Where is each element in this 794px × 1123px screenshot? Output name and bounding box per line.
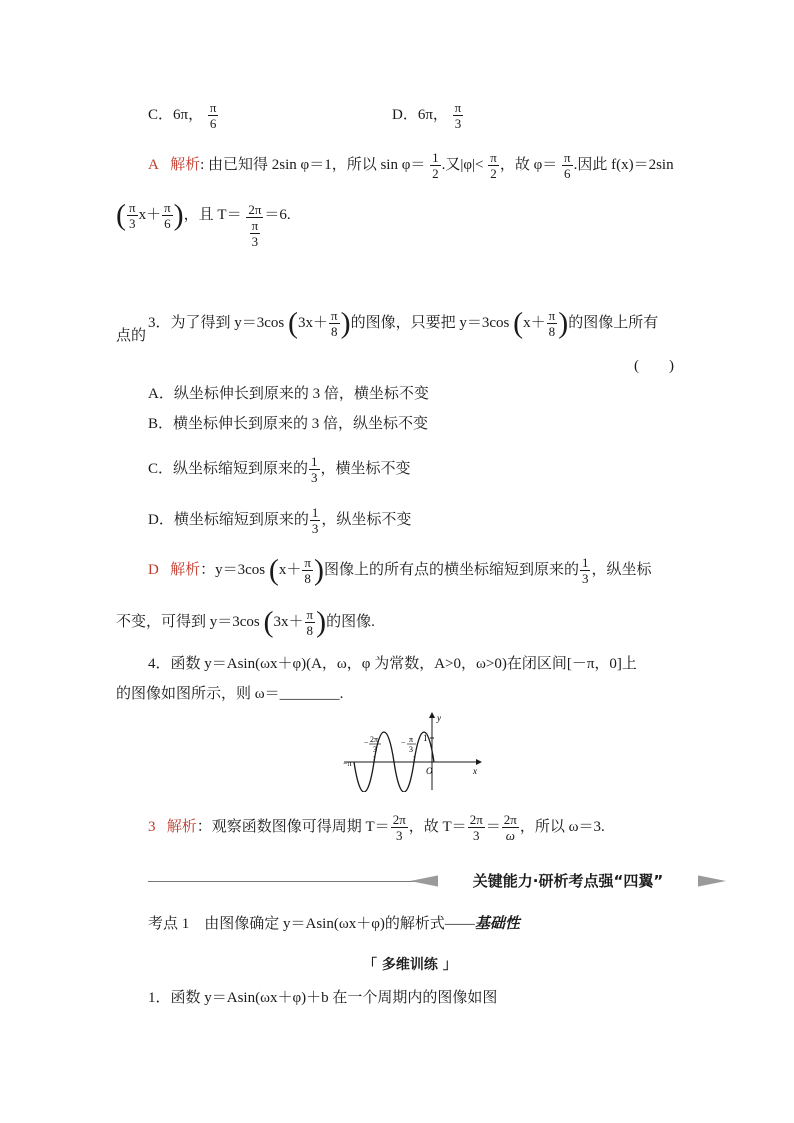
text: ＝6. [264, 206, 291, 223]
paren-left: ( [263, 605, 274, 639]
paren-left: ( [288, 306, 298, 340]
text: 的图像上所有 [568, 314, 659, 331]
label-b-sign: − [401, 738, 406, 747]
fraction: $\frac{\pi}{3}$ [129, 200, 136, 231]
analysis-tag: 解析 [166, 818, 197, 835]
banner-wing-left-icon [410, 875, 440, 887]
text: 的图像. [326, 613, 375, 630]
label-origin: O [426, 766, 433, 776]
text: x＋ [523, 314, 546, 331]
paren-right: ) [316, 605, 327, 639]
text: ：y＝3cos [200, 561, 266, 578]
text: 不变，可得到 y＝3cos [116, 613, 260, 630]
q3-option-d [148, 505, 411, 536]
fraction: $\frac{1}{3}$ [311, 505, 319, 536]
paren-left: ( [513, 306, 524, 340]
label-one: 1 [423, 733, 428, 743]
analysis-tag: 解析 [170, 561, 201, 578]
option-c-text: C．6π， [148, 106, 204, 123]
answer-q2-line2 [116, 200, 291, 249]
multi-training-label: 「 多维训练 」 [363, 957, 457, 973]
q3-option-c [148, 454, 411, 485]
fraction: $\frac{\pi}{6}$ [164, 200, 171, 231]
answer-q3-line2 [116, 607, 375, 638]
banner-title: 关键能力·研析考点强“四翼” [438, 870, 698, 892]
answer-letter: D [148, 561, 159, 578]
fraction: $\frac{1}{2}$ [432, 150, 439, 181]
kaodian-label: 考点 1 [148, 916, 190, 932]
paren-right: ) [313, 553, 324, 587]
label-a-den: 3 [373, 745, 377, 754]
paren-left: ( [268, 553, 279, 587]
q3-option-a: A．纵坐标伸长到原来的 3 倍，横坐标不变 [148, 386, 429, 402]
text: ，故 φ＝ [499, 156, 558, 173]
text: 3x＋ [298, 314, 329, 331]
text: ，横坐标不变 [320, 460, 411, 477]
answer-q4-line1 [148, 812, 605, 843]
answer-letter: A [148, 156, 159, 173]
kaodian-text: 由图像确定 y＝Asin(ωx＋φ)的解析式—— [204, 916, 475, 932]
text: : 由已知得 2sin [200, 156, 301, 173]
label-x: x [473, 766, 477, 776]
text: 的图像，只要把 y＝3cos [350, 314, 510, 331]
option-c [148, 100, 219, 131]
label-b-den: 3 [409, 745, 413, 754]
option-c-fraction: $\frac{\pi}{6}$ [209, 100, 217, 131]
text: ，纵坐标不变 [321, 511, 412, 528]
text: .又|φ|< [441, 156, 484, 173]
fraction: $\frac{2\pi}{3}$ [469, 812, 483, 843]
label-y: y [437, 713, 441, 723]
text: ：观察函数图像可得周期 T＝ [196, 818, 390, 835]
text: .因此 f(x)＝2sin [573, 156, 674, 173]
text: ，所以 ω＝3. [519, 818, 605, 835]
fraction: $\frac{2\pi}{\omega}$ [503, 812, 517, 843]
option-d [392, 100, 464, 131]
fraction: $\frac{1}{3}$ [581, 555, 589, 586]
fraction: $\frac{2\pi}{3}$ [392, 812, 406, 843]
q4-line2: 的图像如图所示，则 ω＝________. [116, 686, 344, 702]
training-item-1: 1．函数 y＝Asin(ωx＋φ)＋b 在一个周期内的图像如图 [148, 990, 498, 1006]
sine-graph [342, 712, 482, 792]
paren-right: ) [173, 198, 184, 232]
x-axis-arrow-icon [476, 759, 482, 765]
text: x＋ [138, 206, 162, 223]
label-a-num: 2π [370, 735, 379, 744]
text: 3x＋ [273, 613, 304, 630]
text: ，且 T＝ [183, 206, 242, 223]
answer-bracket: ( ) [634, 358, 674, 374]
analysis-tag: 解析 [170, 156, 201, 173]
section-banner [148, 870, 708, 892]
y-axis-arrow-icon [429, 712, 435, 718]
inner-fraction: $\frac{\pi}{3}$ [251, 218, 259, 250]
text: ，纵坐标 [591, 561, 652, 578]
text: ，故 T＝ [408, 818, 467, 835]
fraction: $\frac{\pi}{8}$ [304, 555, 311, 586]
text: x＋ [278, 561, 302, 578]
text: ＝ [485, 818, 501, 835]
fraction: $\frac{\pi}{6}$ [564, 150, 571, 181]
fraction: $\frac{\pi}{8}$ [306, 607, 314, 638]
fraction: $\frac{1}{3}$ [311, 454, 318, 485]
kaodian-tag: 基础性 [474, 916, 520, 932]
fraction: $\frac{\pi}{8}$ [331, 308, 338, 339]
q4-line1: 4．函数 y＝Asin(ωx＋φ)(A，ω，φ 为常数，A>0，ω>0)在闭区间[－π，0]上 [148, 656, 637, 672]
answer-q3-line1 [148, 555, 651, 586]
banner-wing-right-icon [696, 875, 726, 887]
paren-left: ( [116, 198, 126, 232]
fraction: $\frac{\pi}{8}$ [548, 308, 556, 339]
text: 3．为了得到 y＝3cos [148, 314, 285, 331]
option-d-text: D．6π， [392, 106, 448, 123]
text: 图像上的所有点的横坐标缩短到原来的 [323, 561, 579, 578]
kaodian-heading [148, 914, 520, 934]
label-a-sign: − [364, 738, 369, 747]
text: φ＝1，所以 sin φ＝ [300, 156, 426, 173]
label-neg-pi: −π [343, 759, 352, 768]
q3-option-b: B．横坐标伸长到原来的 3 倍，纵坐标不变 [148, 416, 429, 432]
answer-q2-line1 [148, 150, 674, 181]
paren-right: ) [340, 306, 351, 340]
fraction: $\frac{\pi}{2}$ [490, 150, 497, 181]
label-b-num: π [409, 735, 414, 744]
compound-fraction: $\frac{2\pi}{\frac{\pi}{3}}$ [248, 202, 262, 250]
option-d-fraction: $\frac{\pi}{3}$ [454, 100, 462, 131]
text: D．横坐标缩短到原来的 [148, 511, 309, 528]
paren-right: ) [558, 306, 569, 340]
q3-line2: 点的 [116, 328, 147, 344]
q3-line1 [148, 308, 658, 339]
text: C．纵坐标缩短到原来的 [148, 460, 309, 477]
answer-value: 3 [148, 818, 156, 835]
